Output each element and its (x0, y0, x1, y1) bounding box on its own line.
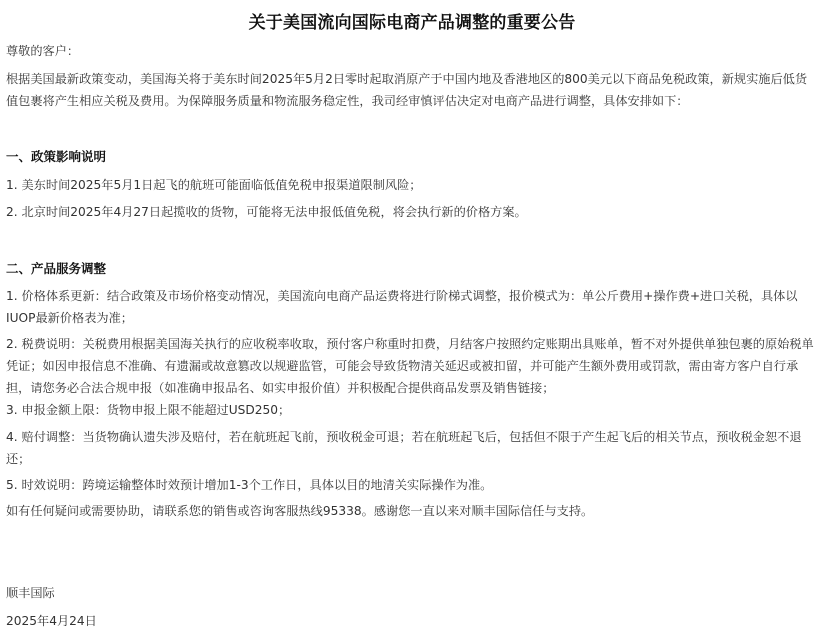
service-item-3: 3. 申报金额上限：货物申报上限不能超过USD250； (6, 403, 291, 417)
greeting: 尊敬的客户： (6, 44, 80, 58)
section-heading-service-adjustment: 二、产品服务调整 (6, 261, 107, 276)
service-item-1: 1. 价格体系更新：结合政策及市场价格变动情况，美国流向电商产品运费将进行阶梯式调整，报价模式为：单公斤费用+操作费+进口关税，具体以IUOP最新价格表为准； (6, 289, 798, 325)
policy-item-2: 2. 北京时间2025年4月27日起揽收的货物，可能将无法申报低值免税，将会执行新的价格方案。 (6, 205, 527, 219)
signature: 顺丰国际 (6, 586, 55, 600)
service-item-2: 2. 税费说明：关税费用根据美国海关执行的应收税率收取，预付客户称重时扣费，月结客户按照约定账期出具账单，暂不对外提供单独包裹的原始税单凭证；如因申报信息不准确、有遗漏或故意篡改以规避监管，可能会导致货物清关延迟或被扣留，并可能产生额外费用或罚款，需由寄方客户自行承担，请您务必合法合规申报（如准确申报品名、如实申报价值）并积极配合提供商品发票及销售链接； (6, 337, 814, 395)
intro-paragraph: 根据美国最新政策变动，美国海关将于美东时间2025年5月2日零时起取消原产于中国内地及香港地区的800美元以下商品免税政策，新规实施后低货值包裹将产生相应关税及费用。为保障服务质量和物流服务稳定性，我司经审慎评估决定对电商产品进行调整，具体安排如下： (6, 72, 808, 108)
date: 2025年4月24日 (6, 614, 97, 628)
service-item-4: 4. 赔付调整：当货物确认遗失涉及赔付，若在航班起飞前，预收税金可退；若在航班起飞后，包括但不限于产生起飞后的相关节点，预收税金恕不退还； (6, 430, 802, 466)
service-item-5: 5. 时效说明：跨境运输整体时效预计增加1-3个工作日，具体以目的地清关实际操作为准。 (6, 478, 493, 492)
policy-item-1: 1. 美东时间2025年5月1日起飞的航班可能面临低值免税申报渠道限制风险； (6, 178, 422, 192)
section-heading-policy-impact: 一、政策影响说明 (6, 149, 107, 164)
page-title: 关于美国流向国际电商产品调整的重要公告 (248, 13, 576, 33)
contact-paragraph: 如有任何疑问或需要协助，请联系您的销售或咨询客服热线95338。感谢您一直以来对顺丰国际信任与支持。 (6, 504, 594, 518)
